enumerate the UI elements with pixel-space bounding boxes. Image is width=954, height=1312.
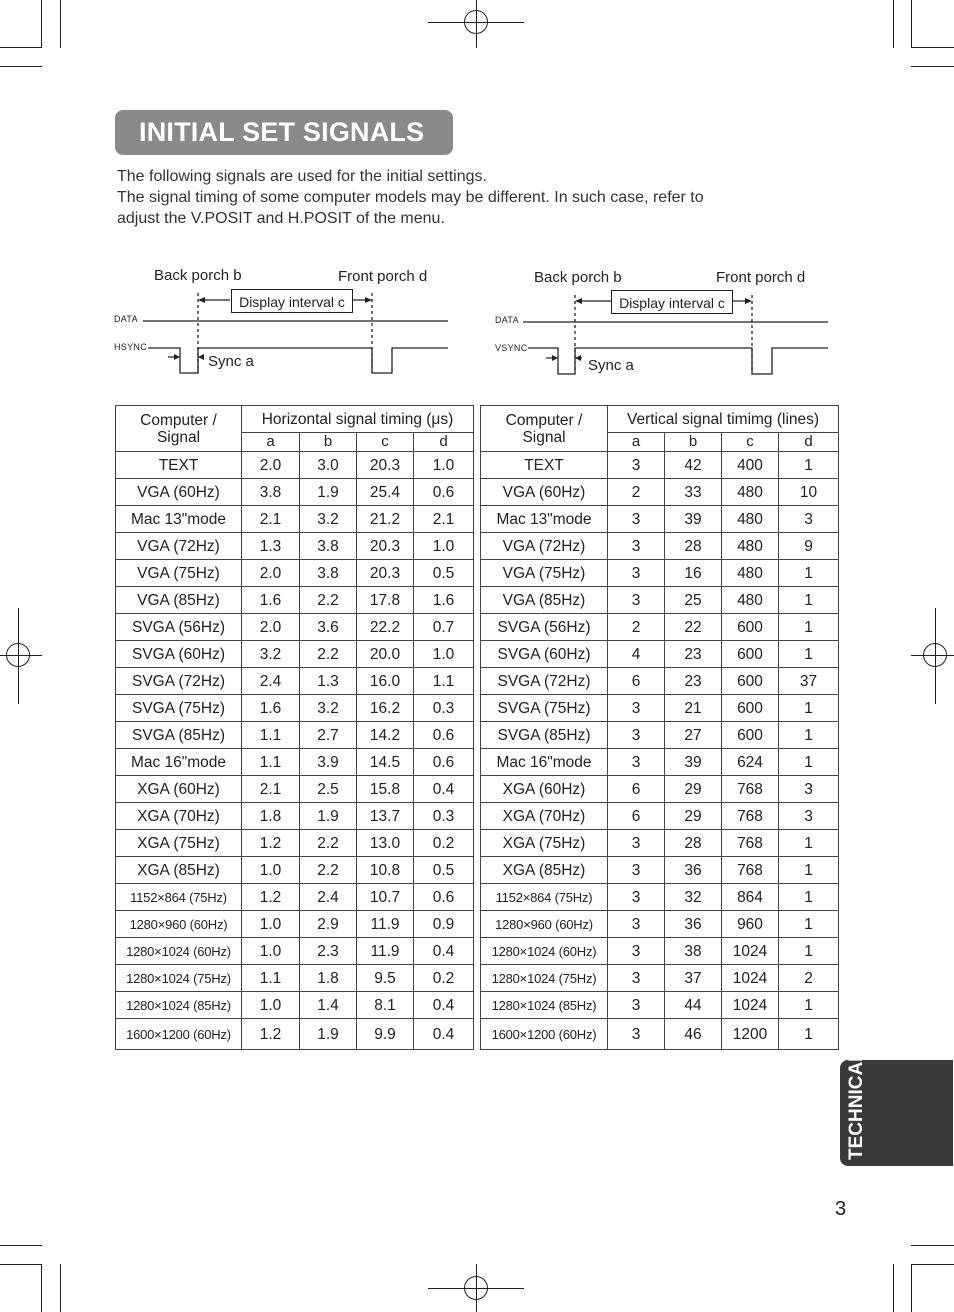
section-tab (840, 1050, 953, 1166)
signal-name-cell: 1600×1200 (60Hz) (116, 1019, 242, 1050)
value-cell-c: 768 (722, 830, 779, 857)
value-cell-c: 400 (722, 452, 779, 479)
table-row (116, 965, 474, 992)
table-row (481, 668, 839, 695)
front-porch-label: Front porch d (716, 269, 806, 286)
value-cell-b: 21 (665, 695, 722, 722)
signal-name-cell: SVGA (60Hz) (116, 641, 242, 668)
sync-a-label: Sync a (208, 353, 254, 370)
table-row (116, 749, 474, 776)
value-cell-a: 3 (608, 857, 665, 884)
value-cell-b: 3.2 (300, 695, 357, 722)
value-cell-a: 3 (608, 911, 665, 938)
value-cell-a: 3 (608, 506, 665, 533)
signal-name-cell: XGA (85Hz) (481, 857, 608, 884)
table-row (481, 992, 839, 1019)
value-cell-b: 2.4 (300, 884, 357, 911)
value-cell-d: 1 (779, 614, 839, 641)
value-cell-d: 1 (779, 722, 839, 749)
signal-name-cell: SVGA (85Hz) (481, 722, 608, 749)
table-row (116, 938, 474, 965)
value-cell-c: 14.2 (357, 722, 414, 749)
value-cell-b: 3.0 (300, 452, 357, 479)
signal-name-cell: 1600×1200 (60Hz) (481, 1019, 608, 1050)
table-row (116, 479, 474, 506)
value-cell-c: 1024 (722, 992, 779, 1019)
signal-name-cell: 1280×1024 (85Hz) (481, 992, 608, 1019)
table-row (116, 884, 474, 911)
table-row (481, 641, 839, 668)
value-cell-d: 0.6 (414, 749, 474, 776)
back-porch-label: Back porch b (154, 267, 242, 284)
value-cell-d: 1 (779, 884, 839, 911)
signal-name-cell: XGA (60Hz) (481, 776, 608, 803)
hsync-signal-label: HSYNC (114, 342, 148, 352)
signal-name-cell: 1280×1024 (75Hz) (116, 965, 242, 992)
value-cell-a: 6 (608, 668, 665, 695)
value-cell-d: 1 (779, 857, 839, 884)
table-row (116, 803, 474, 830)
value-cell-c: 600 (722, 695, 779, 722)
sub-col-c: c (357, 433, 414, 452)
signal-name-cell: VGA (72Hz) (116, 533, 242, 560)
signal-name-cell: 1152×864 (75Hz) (481, 884, 608, 911)
table-row (481, 803, 839, 830)
value-cell-a: 6 (608, 776, 665, 803)
intro-line-3: adjust the V.POSIT and H.POSIT of the menu. (117, 210, 445, 227)
horizontal-timing-table (115, 405, 474, 1050)
value-cell-b: 44 (665, 992, 722, 1019)
value-cell-d: 1.0 (414, 641, 474, 668)
value-cell-a: 2 (608, 614, 665, 641)
value-cell-a: 1.2 (242, 1019, 300, 1050)
value-cell-a: 3 (608, 533, 665, 560)
page-number: 3 (835, 1198, 847, 1220)
value-cell-b: 37 (665, 965, 722, 992)
value-cell-d: 0.3 (414, 803, 474, 830)
value-cell-b: 28 (665, 830, 722, 857)
value-cell-d: 0.5 (414, 857, 474, 884)
value-cell-d: 1 (779, 911, 839, 938)
signal-name-cell: 1280×1024 (60Hz) (481, 938, 608, 965)
sub-col-d: d (779, 433, 839, 452)
value-cell-d: 3 (779, 803, 839, 830)
value-cell-d: 1 (779, 830, 839, 857)
sub-col-c: c (722, 433, 779, 452)
value-cell-d: 1 (779, 1019, 839, 1050)
signal-name-cell: SVGA (75Hz) (481, 695, 608, 722)
table-row (116, 1019, 474, 1050)
value-cell-b: 42 (665, 452, 722, 479)
signal-name-cell: Mac 16"mode (481, 749, 608, 776)
table-row (481, 587, 839, 614)
value-cell-c: 9.9 (357, 1019, 414, 1050)
value-cell-c: 10.8 (357, 857, 414, 884)
value-cell-d: 0.6 (414, 479, 474, 506)
table-row (116, 695, 474, 722)
value-cell-b: 1.9 (300, 479, 357, 506)
table-row (116, 830, 474, 857)
value-cell-c: 20.3 (357, 452, 414, 479)
sub-col-a: a (242, 433, 300, 452)
col-header-timing: Horizontal signal timing (μs) (242, 406, 474, 433)
value-cell-d: 1 (779, 695, 839, 722)
value-cell-a: 3.2 (242, 641, 300, 668)
value-cell-c: 11.9 (357, 911, 414, 938)
value-cell-a: 1.2 (242, 884, 300, 911)
value-cell-a: 1.6 (242, 587, 300, 614)
value-cell-d: 1.1 (414, 668, 474, 695)
value-cell-d: 0.2 (414, 830, 474, 857)
table-row (481, 965, 839, 992)
value-cell-a: 3 (608, 830, 665, 857)
table-row (116, 668, 474, 695)
sub-col-a: a (608, 433, 665, 452)
value-cell-c: 9.5 (357, 965, 414, 992)
value-cell-d: 0.6 (414, 722, 474, 749)
table-row (481, 614, 839, 641)
data-signal-label: DATA (495, 315, 519, 325)
value-cell-a: 1.6 (242, 695, 300, 722)
table-row (481, 749, 839, 776)
value-cell-c: 8.1 (357, 992, 414, 1019)
table-row (481, 938, 839, 965)
value-cell-a: 1.3 (242, 533, 300, 560)
sub-col-b: b (665, 433, 722, 452)
value-cell-c: 20.3 (357, 560, 414, 587)
value-cell-b: 27 (665, 722, 722, 749)
signal-name-cell: Mac 13"mode (481, 506, 608, 533)
value-cell-b: 1.8 (300, 965, 357, 992)
value-cell-c: 480 (722, 533, 779, 560)
value-cell-d: 0.9 (414, 911, 474, 938)
value-cell-d: 3 (779, 506, 839, 533)
table-row (481, 911, 839, 938)
value-cell-d: 1.0 (414, 533, 474, 560)
value-cell-c: 768 (722, 776, 779, 803)
value-cell-a: 3 (608, 965, 665, 992)
value-cell-b: 3.8 (300, 533, 357, 560)
value-cell-c: 480 (722, 560, 779, 587)
value-cell-c: 16.2 (357, 695, 414, 722)
value-cell-d: 1 (779, 641, 839, 668)
back-porch-label: Back porch b (534, 269, 622, 286)
table-row (116, 776, 474, 803)
value-cell-a: 2.0 (242, 560, 300, 587)
signal-name-cell: XGA (60Hz) (116, 776, 242, 803)
value-cell-d: 0.7 (414, 614, 474, 641)
value-cell-c: 480 (722, 506, 779, 533)
sync-a-label: Sync a (588, 357, 634, 374)
value-cell-d: 37 (779, 668, 839, 695)
signal-name-cell: 1280×1024 (85Hz) (116, 992, 242, 1019)
value-cell-c: 13.7 (357, 803, 414, 830)
table-row (481, 560, 839, 587)
signal-name-cell: VGA (85Hz) (116, 587, 242, 614)
value-cell-c: 600 (722, 614, 779, 641)
value-cell-a: 1.8 (242, 803, 300, 830)
value-cell-b: 3.6 (300, 614, 357, 641)
table-row (116, 641, 474, 668)
value-cell-a: 1.2 (242, 830, 300, 857)
value-cell-a: 1.0 (242, 938, 300, 965)
value-cell-b: 2.2 (300, 587, 357, 614)
table-row (116, 560, 474, 587)
value-cell-b: 29 (665, 803, 722, 830)
signal-name-cell: VGA (60Hz) (116, 479, 242, 506)
value-cell-b: 2.2 (300, 830, 357, 857)
value-cell-b: 1.4 (300, 992, 357, 1019)
value-cell-a: 3.8 (242, 479, 300, 506)
value-cell-b: 22 (665, 614, 722, 641)
value-cell-d: 3 (779, 776, 839, 803)
page-title: INITIAL SET SIGNALS (139, 117, 425, 147)
signal-name-cell: 1280×960 (60Hz) (116, 911, 242, 938)
value-cell-c: 768 (722, 857, 779, 884)
value-cell-c: 15.8 (357, 776, 414, 803)
value-cell-a: 6 (608, 803, 665, 830)
signal-name-cell: VGA (72Hz) (481, 533, 608, 560)
value-cell-b: 2.5 (300, 776, 357, 803)
table-row (481, 1019, 839, 1050)
intro-line-1: The following signals are used for the initial settings. (117, 168, 487, 185)
value-cell-b: 23 (665, 641, 722, 668)
table-row (116, 614, 474, 641)
value-cell-c: 600 (722, 722, 779, 749)
value-cell-d: 1 (779, 938, 839, 965)
data-signal-label: DATA (114, 314, 138, 324)
value-cell-a: 1.0 (242, 857, 300, 884)
value-cell-a: 2.1 (242, 506, 300, 533)
value-cell-d: 0.4 (414, 938, 474, 965)
value-cell-c: 600 (722, 668, 779, 695)
table-row (116, 857, 474, 884)
value-cell-b: 39 (665, 749, 722, 776)
value-cell-c: 960 (722, 911, 779, 938)
signal-name-cell: SVGA (56Hz) (481, 614, 608, 641)
value-cell-d: 0.5 (414, 560, 474, 587)
value-cell-a: 1.0 (242, 911, 300, 938)
value-cell-b: 3.2 (300, 506, 357, 533)
value-cell-b: 3.9 (300, 749, 357, 776)
value-cell-c: 20.3 (357, 533, 414, 560)
vertical-timing-table (480, 405, 839, 1050)
value-cell-b: 39 (665, 506, 722, 533)
signal-name-cell: XGA (75Hz) (481, 830, 608, 857)
table-row (481, 695, 839, 722)
value-cell-d: 1 (779, 452, 839, 479)
value-cell-b: 2.7 (300, 722, 357, 749)
value-cell-c: 768 (722, 803, 779, 830)
table-row (481, 533, 839, 560)
value-cell-c: 22.2 (357, 614, 414, 641)
value-cell-b: 36 (665, 911, 722, 938)
value-cell-d: 1 (779, 749, 839, 776)
signal-name-cell: Mac 16"mode (116, 749, 242, 776)
signal-name-cell: SVGA (60Hz) (481, 641, 608, 668)
signal-name-cell: VGA (85Hz) (481, 587, 608, 614)
intro-line-2: The signal timing of some computer models may be different. In such case, refer to (117, 189, 704, 206)
value-cell-b: 25 (665, 587, 722, 614)
value-cell-a: 3 (608, 1019, 665, 1050)
value-cell-d: 1 (779, 587, 839, 614)
col-header-signal: Computer / Signal (116, 406, 242, 452)
signal-name-cell: SVGA (85Hz) (116, 722, 242, 749)
value-cell-a: 2.4 (242, 668, 300, 695)
signal-name-cell: SVGA (75Hz) (116, 695, 242, 722)
table-row (481, 479, 839, 506)
value-cell-d: 0.4 (414, 776, 474, 803)
value-cell-d: 9 (779, 533, 839, 560)
value-cell-c: 10.7 (357, 884, 414, 911)
col-header-timing: Vertical signal timimg (lines) (608, 406, 839, 433)
col-header-signal: Computer / Signal (481, 406, 608, 452)
display-interval-label: Display interval c (611, 290, 733, 314)
sub-col-b: b (300, 433, 357, 452)
table-row (116, 506, 474, 533)
value-cell-a: 2.0 (242, 452, 300, 479)
value-cell-a: 1.1 (242, 722, 300, 749)
value-cell-a: 3 (608, 884, 665, 911)
display-interval-label: Display interval c (231, 289, 353, 313)
value-cell-a: 1.1 (242, 965, 300, 992)
value-cell-a: 3 (608, 587, 665, 614)
value-cell-b: 28 (665, 533, 722, 560)
value-cell-b: 46 (665, 1019, 722, 1050)
value-cell-d: 2 (779, 965, 839, 992)
signal-name-cell: XGA (70Hz) (481, 803, 608, 830)
value-cell-a: 3 (608, 452, 665, 479)
value-cell-b: 36 (665, 857, 722, 884)
value-cell-a: 3 (608, 749, 665, 776)
table-row (481, 722, 839, 749)
section-tab-label: TECHNICAL (846, 1050, 867, 1160)
value-cell-a: 2.0 (242, 614, 300, 641)
value-cell-c: 17.8 (357, 587, 414, 614)
value-cell-b: 16 (665, 560, 722, 587)
signal-name-cell: VGA (75Hz) (481, 560, 608, 587)
value-cell-b: 2.3 (300, 938, 357, 965)
value-cell-a: 3 (608, 560, 665, 587)
signal-name-cell: TEXT (116, 452, 242, 479)
value-cell-b: 23 (665, 668, 722, 695)
value-cell-d: 10 (779, 479, 839, 506)
value-cell-d: 0.4 (414, 992, 474, 1019)
value-cell-a: 3 (608, 938, 665, 965)
table-row (481, 857, 839, 884)
signal-name-cell: 1280×1024 (60Hz) (116, 938, 242, 965)
signal-name-cell: SVGA (72Hz) (116, 668, 242, 695)
value-cell-a: 3 (608, 695, 665, 722)
signal-name-cell: TEXT (481, 452, 608, 479)
table-row (116, 452, 474, 479)
value-cell-a: 4 (608, 641, 665, 668)
signal-name-cell: 1280×1024 (75Hz) (481, 965, 608, 992)
value-cell-d: 0.3 (414, 695, 474, 722)
signal-name-cell: SVGA (72Hz) (481, 668, 608, 695)
signal-name-cell: 1152×864 (75Hz) (116, 884, 242, 911)
value-cell-d: 0.2 (414, 965, 474, 992)
value-cell-b: 29 (665, 776, 722, 803)
value-cell-c: 14.5 (357, 749, 414, 776)
value-cell-c: 624 (722, 749, 779, 776)
signal-name-cell: SVGA (56Hz) (116, 614, 242, 641)
value-cell-b: 38 (665, 938, 722, 965)
table-row (481, 884, 839, 911)
table-row (116, 722, 474, 749)
value-cell-a: 1.1 (242, 749, 300, 776)
signal-name-cell: 1280×960 (60Hz) (481, 911, 608, 938)
value-cell-a: 3 (608, 722, 665, 749)
value-cell-c: 13.0 (357, 830, 414, 857)
value-cell-c: 480 (722, 587, 779, 614)
signal-name-cell: XGA (85Hz) (116, 857, 242, 884)
value-cell-d: 1.0 (414, 452, 474, 479)
front-porch-label: Front porch d (338, 268, 428, 285)
value-cell-d: 1.6 (414, 587, 474, 614)
value-cell-b: 2.2 (300, 857, 357, 884)
value-cell-d: 1 (779, 560, 839, 587)
table-row (116, 992, 474, 1019)
value-cell-c: 1200 (722, 1019, 779, 1050)
value-cell-c: 21.2 (357, 506, 414, 533)
value-cell-b: 32 (665, 884, 722, 911)
signal-name-cell: XGA (70Hz) (116, 803, 242, 830)
value-cell-d: 0.4 (414, 1019, 474, 1050)
value-cell-a: 3 (608, 992, 665, 1019)
sub-col-d: d (414, 433, 474, 452)
table-row (116, 911, 474, 938)
value-cell-c: 1024 (722, 965, 779, 992)
value-cell-b: 1.3 (300, 668, 357, 695)
signal-name-cell: XGA (75Hz) (116, 830, 242, 857)
value-cell-c: 600 (722, 641, 779, 668)
value-cell-a: 1.0 (242, 992, 300, 1019)
value-cell-c: 480 (722, 479, 779, 506)
table-row (481, 776, 839, 803)
value-cell-c: 16.0 (357, 668, 414, 695)
signal-name-cell: Mac 13"mode (116, 506, 242, 533)
vsync-signal-label: VSYNC (495, 343, 528, 353)
value-cell-c: 11.9 (357, 938, 414, 965)
value-cell-a: 2 (608, 479, 665, 506)
value-cell-d: 1 (779, 992, 839, 1019)
value-cell-c: 864 (722, 884, 779, 911)
value-cell-b: 1.9 (300, 1019, 357, 1050)
title-banner (115, 110, 453, 155)
value-cell-c: 20.0 (357, 641, 414, 668)
table-row (116, 587, 474, 614)
table-row (116, 533, 474, 560)
value-cell-d: 2.1 (414, 506, 474, 533)
value-cell-b: 1.9 (300, 803, 357, 830)
table-row (481, 452, 839, 479)
value-cell-a: 2.1 (242, 776, 300, 803)
value-cell-b: 2.9 (300, 911, 357, 938)
signal-name-cell: VGA (60Hz) (481, 479, 608, 506)
table-row (481, 506, 839, 533)
value-cell-b: 2.2 (300, 641, 357, 668)
value-cell-c: 1024 (722, 938, 779, 965)
table-row (481, 830, 839, 857)
value-cell-c: 25.4 (357, 479, 414, 506)
value-cell-d: 0.6 (414, 884, 474, 911)
signal-name-cell: VGA (75Hz) (116, 560, 242, 587)
value-cell-b: 33 (665, 479, 722, 506)
value-cell-b: 3.8 (300, 560, 357, 587)
